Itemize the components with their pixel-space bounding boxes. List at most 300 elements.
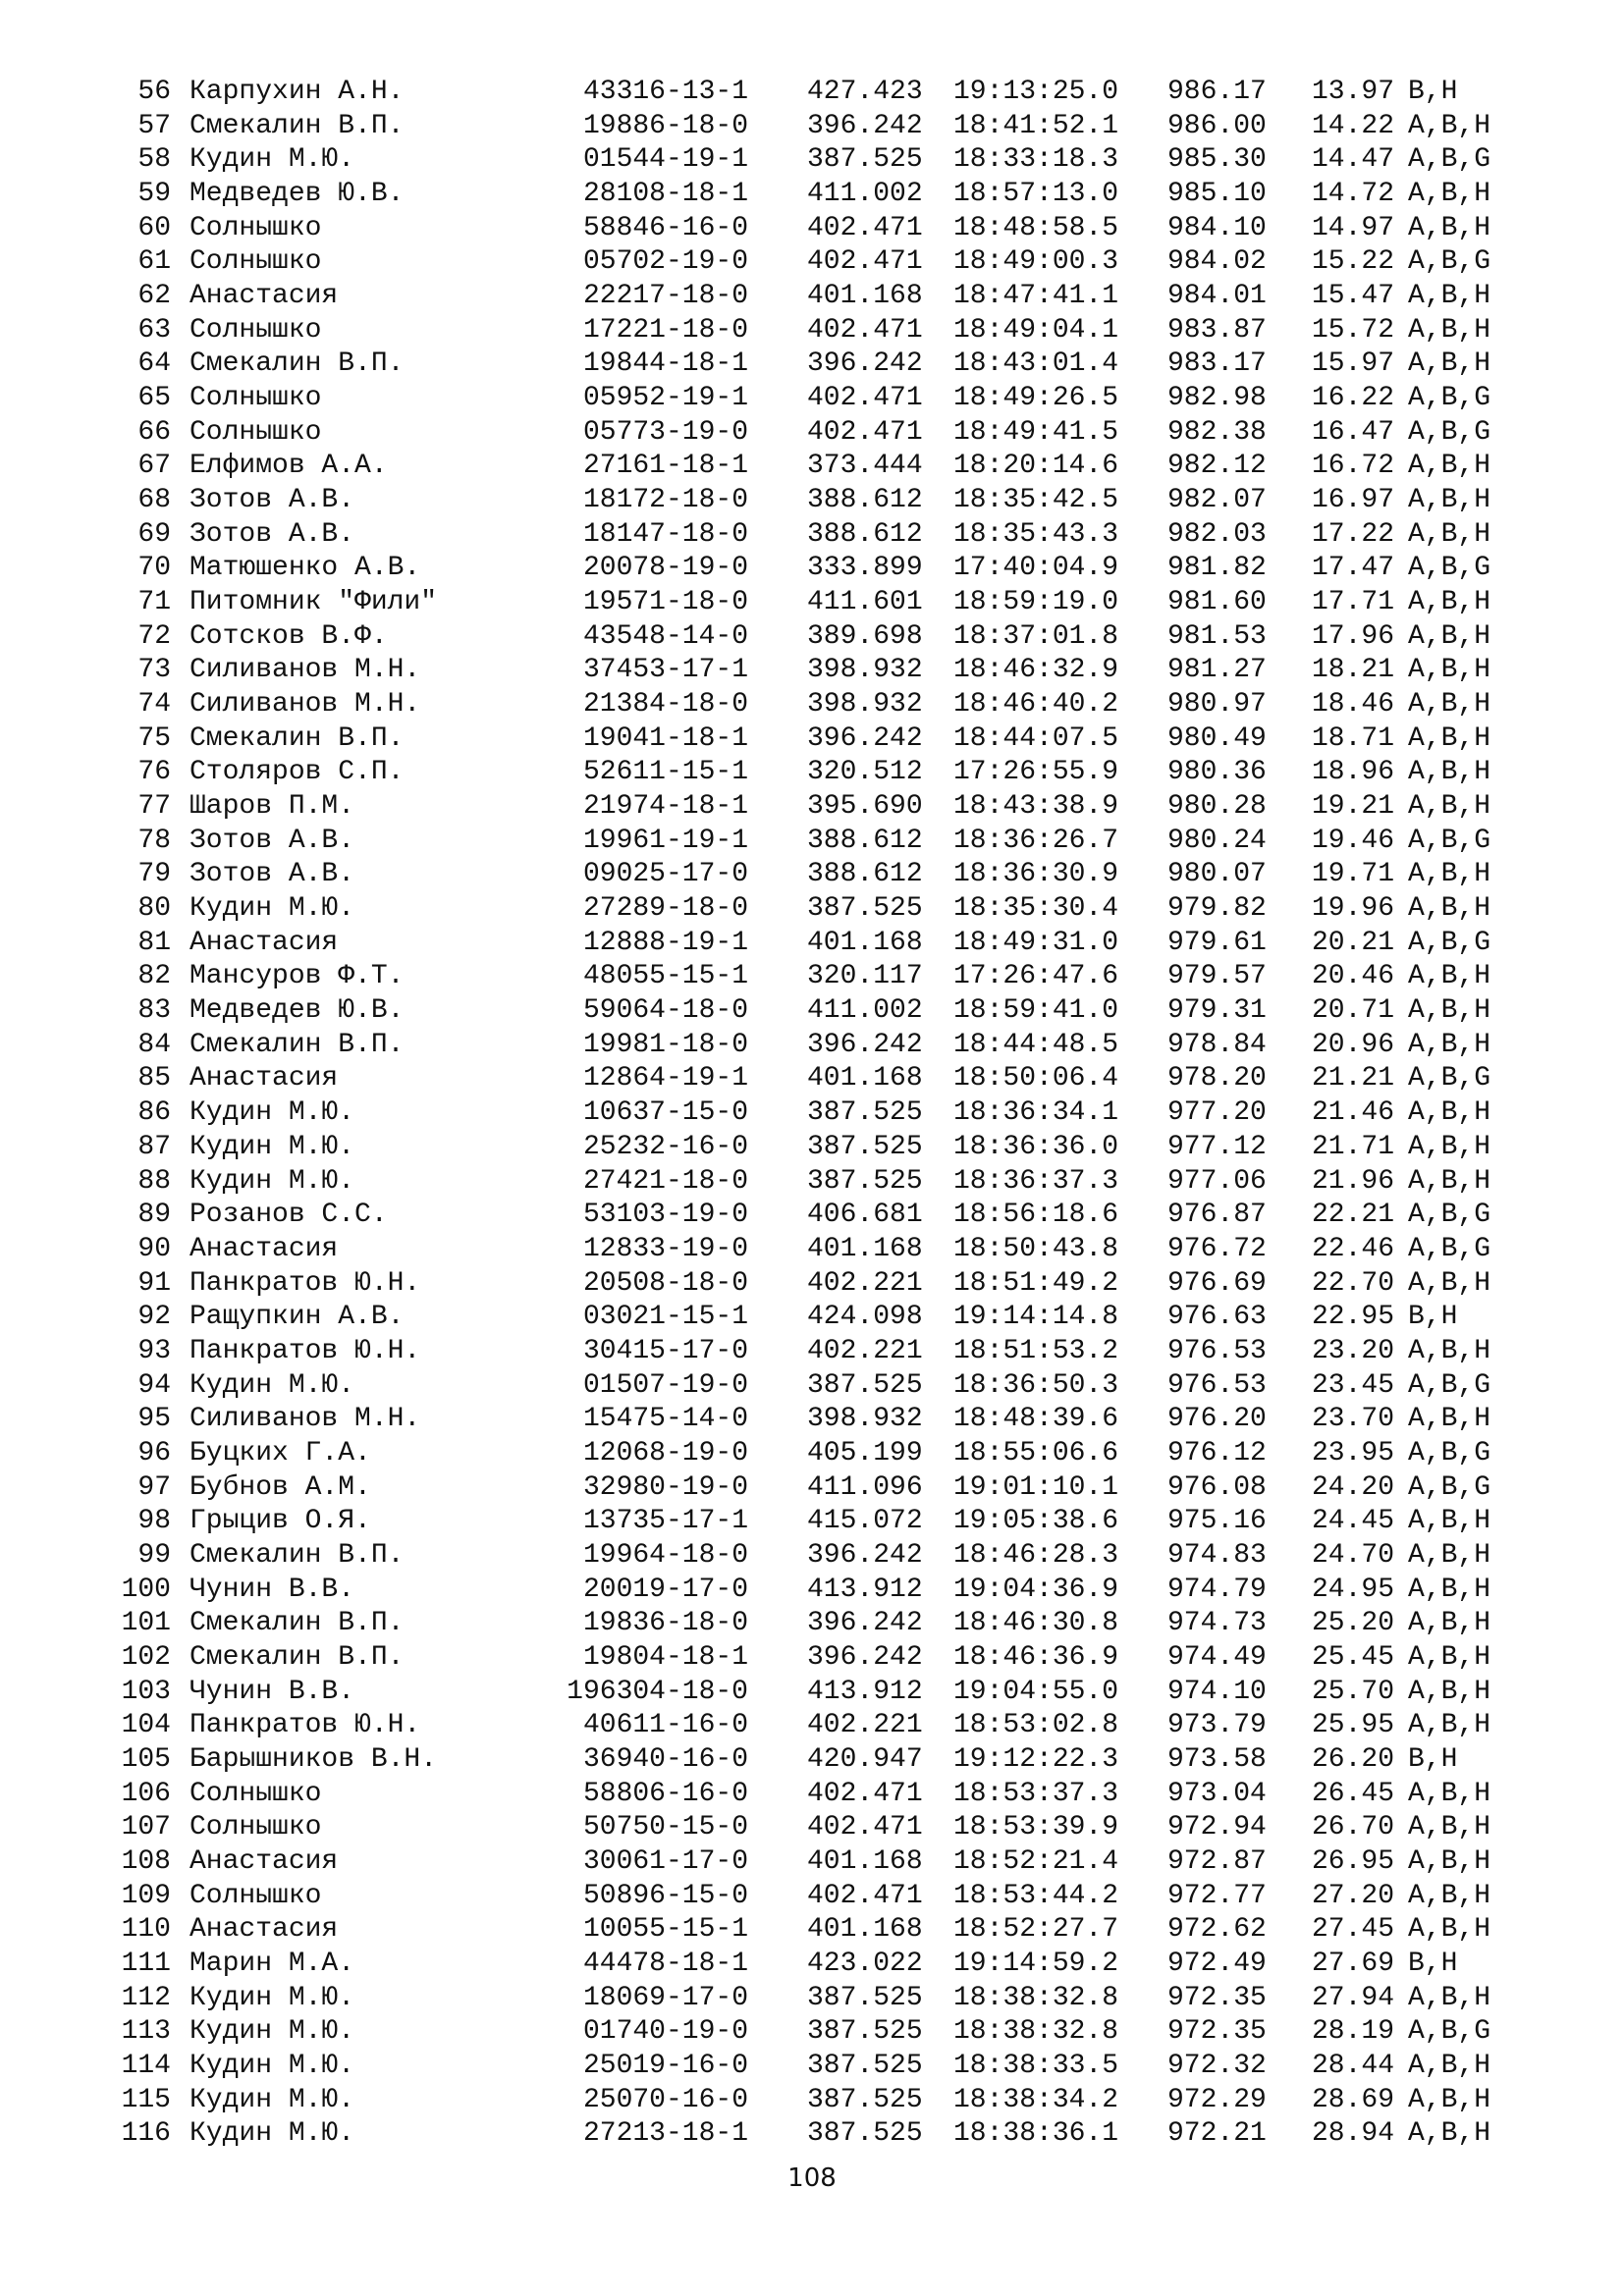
arrival-time: 18:49:31.0: [953, 927, 1119, 958]
category: A,B,G: [1408, 144, 1491, 176]
distance: 411.601: [807, 587, 923, 618]
speed: 983.17: [1167, 348, 1267, 380]
speed: 980.97: [1167, 689, 1267, 721]
arrival-time: 18:36:37.3: [953, 1165, 1119, 1197]
category: A,B,H: [1408, 314, 1491, 346]
arrival-time: 18:55:06.6: [953, 1437, 1119, 1468]
coefficient: 24.95: [1312, 1574, 1395, 1605]
arrival-time: 19:13:25.0: [953, 77, 1119, 107]
arrival-time: 18:38:34.2: [953, 2084, 1119, 2115]
distance: 320.117: [807, 961, 923, 992]
speed: 972.29: [1167, 2084, 1267, 2115]
row-number: 86: [137, 1097, 171, 1129]
owner-name: Панкратов Ю.Н.: [189, 1710, 421, 1741]
row-number: 116: [121, 2118, 171, 2150]
row-number: 101: [121, 1608, 171, 1639]
row-number: 104: [121, 1710, 171, 1741]
coefficient: 17.71: [1312, 587, 1395, 618]
distance: 396.242: [807, 1029, 923, 1060]
coefficient: 14.97: [1312, 212, 1395, 243]
distance: 401.168: [807, 1845, 923, 1877]
owner-name: Матюшенко А.В.: [189, 553, 421, 584]
coefficient: 21.46: [1312, 1097, 1395, 1129]
ring-number: 37453-17-1: [582, 655, 748, 686]
owner-name: Медведев Ю.В.: [189, 995, 405, 1027]
ring-number: 09025-17-0: [582, 859, 748, 890]
ring-number: 52611-15-1: [582, 757, 748, 788]
arrival-time: 18:53:37.3: [953, 1778, 1119, 1809]
row-number: 85: [137, 1063, 171, 1095]
ring-number: 32980-19-0: [582, 1471, 748, 1503]
owner-name: Кудин М.Ю.: [189, 1131, 355, 1162]
coefficient: 20.71: [1312, 995, 1395, 1027]
coefficient: 14.72: [1312, 179, 1395, 210]
arrival-time: 18:36:26.7: [953, 825, 1119, 856]
category: A,B,H: [1408, 1131, 1491, 1162]
speed: 985.10: [1167, 179, 1267, 210]
category: A,B,G: [1408, 1437, 1491, 1468]
coefficient: 14.22: [1312, 110, 1395, 141]
ring-number: 18147-18-0: [582, 518, 748, 550]
arrival-time: 18:50:06.4: [953, 1063, 1119, 1095]
owner-name: Кудин М.Ю.: [189, 2016, 355, 2048]
speed: 977.12: [1167, 1131, 1267, 1162]
ring-number: 48055-15-1: [582, 961, 748, 992]
owner-name: Анастасия: [189, 281, 339, 312]
arrival-time: 18:49:41.5: [953, 416, 1119, 448]
ring-number: 19964-18-0: [582, 1539, 748, 1571]
row-number: 80: [137, 893, 171, 925]
ring-number: 19836-18-0: [582, 1608, 748, 1639]
category: A,B,H: [1408, 1676, 1491, 1707]
distance: 373.444: [807, 451, 923, 482]
distance: 424.098: [807, 1302, 923, 1333]
owner-name: Зотов А.В.: [189, 859, 355, 890]
arrival-time: 18:38:33.5: [953, 2050, 1119, 2081]
speed: 984.10: [1167, 212, 1267, 243]
category: A,B,H: [1408, 1335, 1491, 1366]
arrival-time: 18:44:48.5: [953, 1029, 1119, 1060]
arrival-time: 18:38:32.8: [953, 1982, 1119, 2013]
ring-number: 50896-15-0: [582, 1880, 748, 1911]
coefficient: 22.70: [1312, 1267, 1395, 1299]
owner-name: Панкратов Ю.Н.: [189, 1267, 421, 1299]
category: A,B,G: [1408, 1471, 1491, 1503]
ring-number: 20508-18-0: [582, 1267, 748, 1299]
coefficient: 17.96: [1312, 620, 1395, 652]
arrival-time: 18:33:18.3: [953, 144, 1119, 176]
owner-name: Солнышко: [189, 314, 322, 346]
owner-name: Буцких Г.А.: [189, 1437, 371, 1468]
distance: 402.471: [807, 246, 923, 278]
coefficient: 24.20: [1312, 1471, 1395, 1503]
speed: 985.30: [1167, 144, 1267, 176]
owner-name: Чунин В.В.: [189, 1676, 355, 1707]
arrival-time: 18:53:02.8: [953, 1710, 1119, 1741]
arrival-time: 17:26:55.9: [953, 757, 1119, 788]
speed: 979.57: [1167, 961, 1267, 992]
distance: 388.612: [807, 859, 923, 890]
category: A,B,H: [1408, 1506, 1491, 1537]
owner-name: Кудин М.Ю.: [189, 1097, 355, 1129]
speed: 980.07: [1167, 859, 1267, 890]
ring-number: 12888-19-1: [582, 927, 748, 958]
distance: 396.242: [807, 1608, 923, 1639]
speed: 976.53: [1167, 1369, 1267, 1401]
speed: 984.01: [1167, 281, 1267, 312]
coefficient: 26.45: [1312, 1778, 1395, 1809]
category: A,B,H: [1408, 179, 1491, 210]
owner-name: Кудин М.Ю.: [189, 2050, 355, 2081]
distance: 411.002: [807, 995, 923, 1027]
arrival-time: 18:46:28.3: [953, 1539, 1119, 1571]
row-number: 63: [137, 314, 171, 346]
speed: 986.00: [1167, 110, 1267, 141]
distance: 387.525: [807, 2050, 923, 2081]
owner-name: Смекалин В.П.: [189, 1029, 405, 1060]
arrival-time: 18:43:01.4: [953, 348, 1119, 380]
ring-number: 01544-19-1: [582, 144, 748, 176]
coefficient: 21.96: [1312, 1165, 1395, 1197]
owner-name: Панкратов Ю.Н.: [189, 1335, 421, 1366]
category: A,B,H: [1408, 1880, 1491, 1911]
coefficient: 13.97: [1312, 77, 1395, 107]
page-number: 108: [787, 2163, 837, 2193]
category: A,B,G: [1408, 1233, 1491, 1264]
category: B,H: [1408, 1743, 1458, 1775]
distance: 413.912: [807, 1676, 923, 1707]
ring-number: 05702-19-0: [582, 246, 748, 278]
speed: 972.35: [1167, 1982, 1267, 2013]
speed: 972.35: [1167, 2016, 1267, 2048]
category: A,B,H: [1408, 2050, 1491, 2081]
distance: 387.525: [807, 1369, 923, 1401]
category: A,B,H: [1408, 961, 1491, 992]
category: A,B,H: [1408, 1812, 1491, 1843]
arrival-time: 19:01:10.1: [953, 1471, 1119, 1503]
ring-number: 53103-19-0: [582, 1200, 748, 1231]
row-number: 69: [137, 518, 171, 550]
distance: 423.022: [807, 1948, 923, 1979]
row-number: 114: [121, 2050, 171, 2081]
speed: 977.20: [1167, 1097, 1267, 1129]
category: B,H: [1408, 1302, 1458, 1333]
row-number: 96: [137, 1437, 171, 1468]
distance: 396.242: [807, 722, 923, 754]
owner-name: Смекалин В.П.: [189, 722, 405, 754]
coefficient: 18.71: [1312, 722, 1395, 754]
distance: 401.168: [807, 1233, 923, 1264]
coefficient: 21.71: [1312, 1131, 1395, 1162]
row-number: 81: [137, 927, 171, 958]
row-number: 74: [137, 689, 171, 721]
row-number: 90: [137, 1233, 171, 1264]
speed: 979.61: [1167, 927, 1267, 958]
speed: 972.32: [1167, 2050, 1267, 2081]
speed: 983.87: [1167, 314, 1267, 346]
speed: 980.24: [1167, 825, 1267, 856]
category: A,B,H: [1408, 1641, 1491, 1673]
owner-name: Смекалин В.П.: [189, 348, 405, 380]
ring-number: 05952-19-1: [582, 383, 748, 414]
distance: 401.168: [807, 927, 923, 958]
owner-name: Кудин М.Ю.: [189, 2084, 355, 2115]
ring-number: 43548-14-0: [582, 620, 748, 652]
coefficient: 20.96: [1312, 1029, 1395, 1060]
category: A,B,H: [1408, 1267, 1491, 1299]
row-number: 75: [137, 722, 171, 754]
owner-name: Солнышко: [189, 416, 322, 448]
ring-number: 25070-16-0: [582, 2084, 748, 2115]
row-number: 105: [121, 1743, 171, 1775]
arrival-time: 18:35:30.4: [953, 893, 1119, 925]
category: A,B,H: [1408, 1778, 1491, 1809]
row-number: 112: [121, 1982, 171, 2013]
coefficient: 17.47: [1312, 553, 1395, 584]
speed: 976.53: [1167, 1335, 1267, 1366]
category: A,B,H: [1408, 1845, 1491, 1877]
owner-name: Смекалин В.П.: [189, 1539, 405, 1571]
ring-number: 58806-16-0: [582, 1778, 748, 1809]
ring-number: 28108-18-1: [582, 179, 748, 210]
speed: 972.62: [1167, 1914, 1267, 1946]
owner-name: Марин М.А.: [189, 1948, 355, 1979]
coefficient: 22.46: [1312, 1233, 1395, 1264]
ring-number: 03021-15-1: [582, 1302, 748, 1333]
owner-name: Кудин М.Ю.: [189, 1165, 355, 1197]
category: A,B,H: [1408, 451, 1491, 482]
coefficient: 24.45: [1312, 1506, 1395, 1537]
arrival-time: 18:37:01.8: [953, 620, 1119, 652]
row-number: 57: [137, 110, 171, 141]
arrival-time: 18:49:00.3: [953, 246, 1119, 278]
owner-name: Кудин М.Ю.: [189, 1982, 355, 2013]
speed: 980.28: [1167, 791, 1267, 823]
row-number: 106: [121, 1778, 171, 1809]
distance: 402.221: [807, 1335, 923, 1366]
row-number: 64: [137, 348, 171, 380]
category: A,B,H: [1408, 1914, 1491, 1946]
distance: 388.612: [807, 485, 923, 516]
category: A,B,H: [1408, 791, 1491, 823]
ring-number: 43316-13-1: [582, 77, 748, 107]
distance: 387.525: [807, 2084, 923, 2115]
category: A,B,G: [1408, 1200, 1491, 1231]
arrival-time: 18:36:50.3: [953, 1369, 1119, 1401]
owner-name: Солнышко: [189, 1812, 322, 1843]
coefficient: 15.47: [1312, 281, 1395, 312]
distance: 389.698: [807, 620, 923, 652]
ring-number: 01507-19-0: [582, 1369, 748, 1401]
row-number: 66: [137, 416, 171, 448]
category: A,B,G: [1408, 1063, 1491, 1095]
owner-name: Карпухин А.Н.: [189, 77, 405, 107]
ring-number: 20019-17-0: [582, 1574, 748, 1605]
owner-name: Чунин В.В.: [189, 1574, 355, 1605]
category: A,B,H: [1408, 655, 1491, 686]
coefficient: 18.96: [1312, 757, 1395, 788]
coefficient: 19.21: [1312, 791, 1395, 823]
arrival-time: 18:36:34.1: [953, 1097, 1119, 1129]
row-number: 73: [137, 655, 171, 686]
distance: 396.242: [807, 348, 923, 380]
row-number: 113: [121, 2016, 171, 2048]
distance: 402.471: [807, 416, 923, 448]
row-number: 94: [137, 1369, 171, 1401]
distance: 333.899: [807, 553, 923, 584]
distance: 387.525: [807, 1982, 923, 2013]
distance: 402.471: [807, 383, 923, 414]
row-number: 56: [137, 77, 171, 107]
coefficient: 22.21: [1312, 1200, 1395, 1231]
ring-number: 25232-16-0: [582, 1131, 748, 1162]
ring-number: 10055-15-1: [582, 1914, 748, 1946]
owner-name: Ращупкин А.В.: [189, 1302, 405, 1333]
distance: 387.525: [807, 2118, 923, 2150]
distance: 387.525: [807, 144, 923, 176]
speed: 974.10: [1167, 1676, 1267, 1707]
distance: 396.242: [807, 110, 923, 141]
category: A,B,H: [1408, 485, 1491, 516]
arrival-time: 18:46:36.9: [953, 1641, 1119, 1673]
distance: 401.168: [807, 1914, 923, 1946]
speed: 974.79: [1167, 1574, 1267, 1605]
ring-number: 58846-16-0: [582, 212, 748, 243]
distance: 395.690: [807, 791, 923, 823]
distance: 388.612: [807, 825, 923, 856]
row-number: 71: [137, 587, 171, 618]
coefficient: 28.44: [1312, 2050, 1395, 2081]
speed: 981.27: [1167, 655, 1267, 686]
speed: 976.12: [1167, 1437, 1267, 1468]
coefficient: 19.96: [1312, 893, 1395, 925]
category: A,B,G: [1408, 2016, 1491, 2048]
owner-name: Силиванов М.Н.: [189, 689, 421, 721]
arrival-time: 18:53:39.9: [953, 1812, 1119, 1843]
coefficient: 16.22: [1312, 383, 1395, 414]
row-number: 70: [137, 553, 171, 584]
owner-name: Солнышко: [189, 212, 322, 243]
category: A,B,G: [1408, 416, 1491, 448]
coefficient: 17.22: [1312, 518, 1395, 550]
speed: 972.49: [1167, 1948, 1267, 1979]
arrival-time: 17:26:47.6: [953, 961, 1119, 992]
row-number: 91: [137, 1267, 171, 1299]
speed: 974.83: [1167, 1539, 1267, 1571]
category: A,B,G: [1408, 825, 1491, 856]
owner-name: Елфимов А.А.: [189, 451, 388, 482]
row-number: 92: [137, 1302, 171, 1333]
arrival-time: 18:51:49.2: [953, 1267, 1119, 1299]
category: A,B,G: [1408, 927, 1491, 958]
category: A,B,H: [1408, 348, 1491, 380]
speed: 980.49: [1167, 722, 1267, 754]
coefficient: 24.70: [1312, 1539, 1395, 1571]
owner-name: Столяров С.П.: [189, 757, 405, 788]
owner-name: Солнышко: [189, 1880, 322, 1911]
category: A,B,H: [1408, 2084, 1491, 2115]
ring-number: 05773-19-0: [582, 416, 748, 448]
owner-name: Зотов А.В.: [189, 485, 355, 516]
ring-number: 27213-18-1: [582, 2118, 748, 2150]
coefficient: 28.19: [1312, 2016, 1395, 2048]
distance: 420.947: [807, 1743, 923, 1775]
speed: 973.58: [1167, 1743, 1267, 1775]
distance: 396.242: [807, 1641, 923, 1673]
ring-number: 19571-18-0: [582, 587, 748, 618]
speed: 976.69: [1167, 1267, 1267, 1299]
row-number: 110: [121, 1914, 171, 1946]
arrival-time: 18:49:26.5: [953, 383, 1119, 414]
owner-name: Анастасия: [189, 927, 339, 958]
owner-name: Мансуров Ф.Т.: [189, 961, 405, 992]
category: A,B,H: [1408, 1539, 1491, 1571]
row-number: 115: [121, 2084, 171, 2115]
arrival-time: 19:05:38.6: [953, 1506, 1119, 1537]
distance: 387.525: [807, 1131, 923, 1162]
row-number: 82: [137, 961, 171, 992]
coefficient: 21.21: [1312, 1063, 1395, 1095]
arrival-time: 18:46:30.8: [953, 1608, 1119, 1639]
ring-number: 12068-19-0: [582, 1437, 748, 1468]
arrival-time: 19:12:22.3: [953, 1743, 1119, 1775]
ring-number: 44478-18-1: [582, 1948, 748, 1979]
speed: 978.84: [1167, 1029, 1267, 1060]
coefficient: 15.97: [1312, 348, 1395, 380]
ring-number: 19844-18-1: [582, 348, 748, 380]
ring-number: 12833-19-0: [582, 1233, 748, 1264]
owner-name: Медведев Ю.В.: [189, 179, 405, 210]
coefficient: 28.69: [1312, 2084, 1395, 2115]
owner-name: Питомник "Фили": [189, 587, 438, 618]
distance: 402.471: [807, 1812, 923, 1843]
distance: 413.912: [807, 1574, 923, 1605]
ring-number: 25019-16-0: [582, 2050, 748, 2081]
distance: 402.221: [807, 1710, 923, 1741]
owner-name: Анастасия: [189, 1914, 339, 1946]
category: A,B,H: [1408, 757, 1491, 788]
ring-number: 12864-19-1: [582, 1063, 748, 1095]
owner-name: Шаров П.М.: [189, 791, 355, 823]
row-number: 89: [137, 1200, 171, 1231]
row-number: 61: [137, 246, 171, 278]
coefficient: 19.71: [1312, 859, 1395, 890]
distance: 402.471: [807, 1778, 923, 1809]
ring-number: 19804-18-1: [582, 1641, 748, 1673]
ring-number: 27421-18-0: [582, 1165, 748, 1197]
arrival-time: 18:47:41.1: [953, 281, 1119, 312]
speed: 981.53: [1167, 620, 1267, 652]
ring-number: 59064-18-0: [582, 995, 748, 1027]
category: A,B,G: [1408, 553, 1491, 584]
row-number: 62: [137, 281, 171, 312]
category: A,B,H: [1408, 2118, 1491, 2150]
arrival-time: 18:38:36.1: [953, 2118, 1119, 2150]
distance: 406.681: [807, 1200, 923, 1231]
ring-number: 30415-17-0: [582, 1335, 748, 1366]
row-number: 98: [137, 1506, 171, 1537]
category: A,B,H: [1408, 1097, 1491, 1129]
category: B,H: [1408, 77, 1458, 107]
category: A,B,H: [1408, 620, 1491, 652]
row-number: 108: [121, 1845, 171, 1877]
arrival-time: 18:20:14.6: [953, 451, 1119, 482]
row-number: 111: [121, 1948, 171, 1979]
ring-number: 27289-18-0: [582, 893, 748, 925]
category: A,B,H: [1408, 893, 1491, 925]
speed: 980.36: [1167, 757, 1267, 788]
row-number: 100: [121, 1574, 171, 1605]
